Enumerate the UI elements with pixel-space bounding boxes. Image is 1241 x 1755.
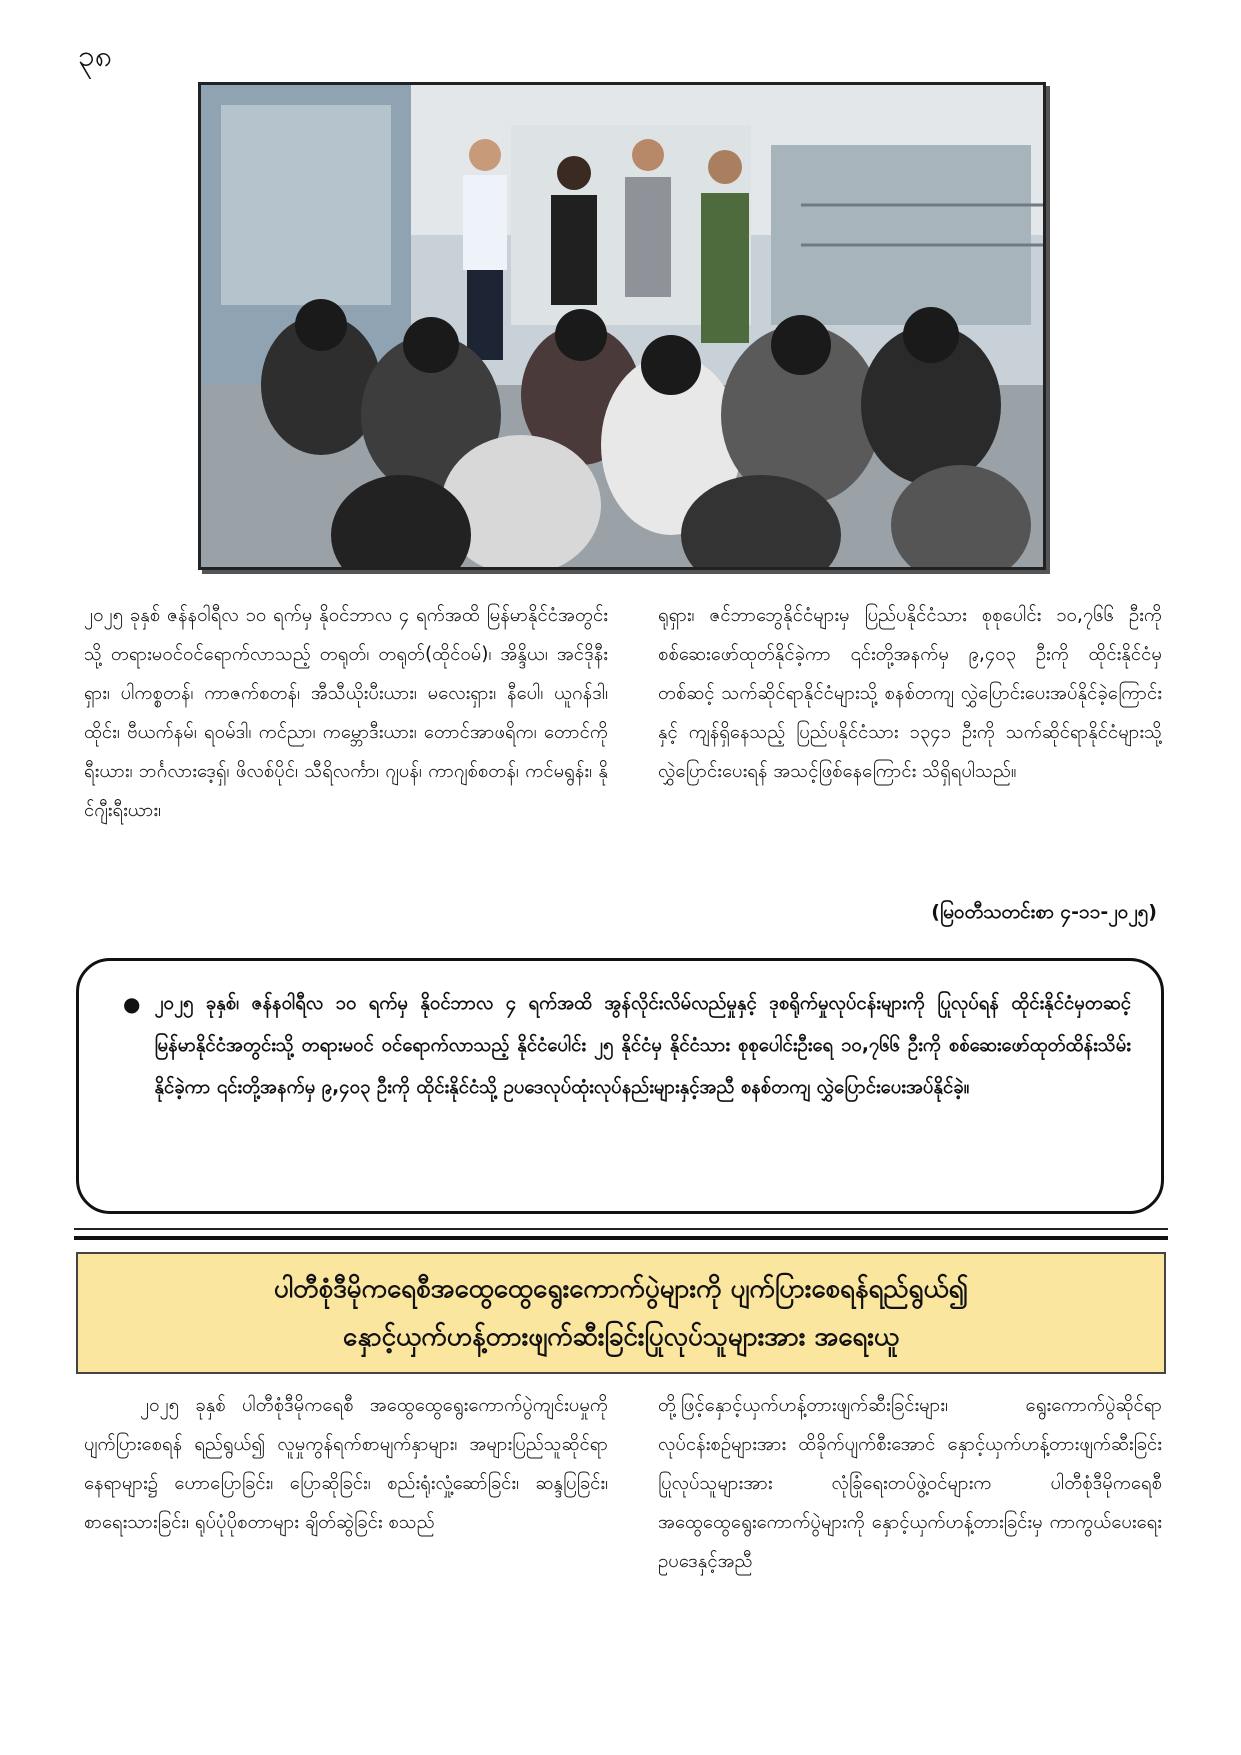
article2-headline-box bbox=[76, 1252, 1166, 1374]
article2-headline-line1: ပါတီစုံဒီမိုကရေစီအထွေထွေရွေးကောက်ပွဲများကို ပျက်ပြားစေရန်ရည်ရွယ်၍ bbox=[273, 1274, 969, 1304]
article1-right-column bbox=[658, 596, 1162, 791]
divider-thin bbox=[74, 1228, 1168, 1230]
article1-left-text: ၂၀၂၅ ခုနှစ် ဇန်နဝါရီလ ၁၀ ရက်မှ နိုဝင်ဘာလ ၄ ရက်အထိ မြန်မာနိုင်ငံအတွင်းသို့ တရားမဝင်ဝင်ရောက်လာသည့် တရုတ်၊ တရုတ်(ထိုင်ဝမ်)၊ အိန္ဒိယ၊ အင်ဒိုနီးရှား၊ ပါကစ္စတန်၊ ကာဇက်စတန်၊ အီသီယိုးပီးယား၊ မလေးရှား၊ နီပေါ၊ ယူဂန်ဒါ၊ ထိုင်း၊ ဗီယက်နမ်၊ ရဝမ်ဒါ၊ ကင်ညာ၊ ကမ္ဘောဒီးယား၊ တောင်အာဖရိက၊ တောင်ကိုရီးယား၊ ဘင်္ဂလားဒေ့ရှ်၊ ဖိလစ်ပိုင်၊ သီရိလင်္ကာ၊ ဂျပန်၊ ကာဂျစ်စတန်၊ ကင်မရွန်း၊ နိုင်ဂျီးရီးယား၊ bbox=[84, 605, 608, 821]
divider-thick bbox=[74, 1236, 1168, 1240]
photo-illustration bbox=[201, 85, 1043, 567]
summary-text: ၂၀၂၅ ခုနှစ်၊ ဇန်နဝါရီလ ၁၀ ရက်မှ နိုဝင်ဘာလ ၄ ရက်အထိ အွန်လိုင်းလိမ်လည်မှုနှင့် ဒုစရိုက်မှုလုပ်ငန်းများကို ပြုလုပ်ရန် ထိုင်းနိုင်ငံမှတဆင့် မြန်မာနိုင်ငံအတွင်းသို့ တရားမဝင် ဝင်ရောက်လာသည့် နိုင်ငံပေါင်း ၂၅ နိုင်ငံမှ နိုင်ငံသား စုစုပေါင်းဦးရေ ၁၀,၇၆၆ ဦးကို စစ်ဆေးဖော်ထုတ်ထိန်းသိမ်းနိုင်ခဲ့ကာ ၎င်းတို့အနက်မှ ၉,၄၀၃ ဦးကို ထိုင်းနိုင်ငံသို့ ဥပဒေလုပ်ထုံးလုပ်နည်းများနှင့်အညီ စနစ်တကျ လွှဲပြောင်းပေးအပ်နိုင်ခဲ့။ bbox=[154, 993, 1131, 1098]
summary-row bbox=[123, 983, 1131, 1109]
article2-left-text: ၂၀၂၅ ခုနှစ် ပါတီစုံဒီမိုကရေစီ အထွေထွေရွေးကောက်ပွဲကျင်းပမှုကို ပျက်ပြားစေရန် ရည်ရွယ်၍ လူမှုကွန်ရက်စာမျက်နှာများ၊ အများပြည်သူဆိုင်ရာနေရာများ၌ ဟောပြောခြင်း၊ ပြောဆိုခြင်း၊ စည်းရုံးလှုံ့ဆော်ခြင်း၊ ဆန္ဒပြခြင်း၊ စာရေးသားခြင်း၊ ရုပ်ပုံပိုစတာများ ချိတ်ဆွဲခြင်း စသည် bbox=[84, 1395, 608, 1533]
article2-left-column bbox=[84, 1386, 608, 1542]
bullet-icon: ● bbox=[123, 992, 141, 1016]
article1-left-column bbox=[84, 596, 608, 830]
article2-right-column bbox=[658, 1386, 1162, 1581]
article1-source: (မြဝတီသတင်းစာ ၄-၁၁-၂၀၂၅) bbox=[931, 901, 1157, 923]
summary-box bbox=[76, 958, 1164, 1214]
article2-right-text: တို့ဖြင့်နှောင့်ယှက်ဟန့်တားဖျက်ဆီးခြင်းများ၊ ရွေးကောက်ပွဲဆိုင်ရာလုပ်ငန်းစဉ်များအား ထိခိုက်ပျက်စီးအောင် နှောင့်ယှက်ဟန့်တားဖျက်ဆီးခြင်း ပြုလုပ်သူများအား လုံခြုံရေးတပ်ဖွဲ့ဝင်များက ပါတီစုံဒီမိုကရေစီအထွေထွေရွေးကောက်ပွဲများကို နှောင့်ယှက်ဟန့်တားခြင်းမှ ကာကွယ်ပေးရေးဥပဒေနှင့်အညီ bbox=[658, 1395, 1162, 1572]
article1-right-text: ရုရှား၊ ဇင်ဘာဘွေနိုင်ငံများမှ ပြည်ပနိုင်ငံသား စုစုပေါင်း ၁၀,၇၆၆ ဦးကို စစ်ဆေးဖော်ထုတ်နိုင်ခဲ့ကာ ၎င်းတို့အနက်မှ ၉,၄၀၃ ဦးကို ထိုင်းနိုင်ငံမှတစ်ဆင့် သက်ဆိုင်ရာနိုင်ငံများသို့ စနစ်တကျ လွှဲပြောင်းပေးအပ်နိုင်ခဲ့ကြောင်းနှင့် ကျန်ရှိနေသည့် ပြည်ပနိုင်ငံသား ၁၃၄၁ ဦးကို သက်ဆိုင်ရာနိုင်ငံများသို့ လွှဲပြောင်းပေးရန် အသင့်ဖြစ်နေကြောင်း သိရှိရပါသည်။ bbox=[658, 605, 1162, 782]
news-photo bbox=[198, 82, 1046, 570]
article2-headline-line2: နှောင့်ယှက်ဟန့်တားဖျက်ဆီးခြင်းပြုလုပ်သူများအား အရေးယူ bbox=[342, 1322, 900, 1352]
page-number: ၃၈ bbox=[78, 39, 113, 74]
